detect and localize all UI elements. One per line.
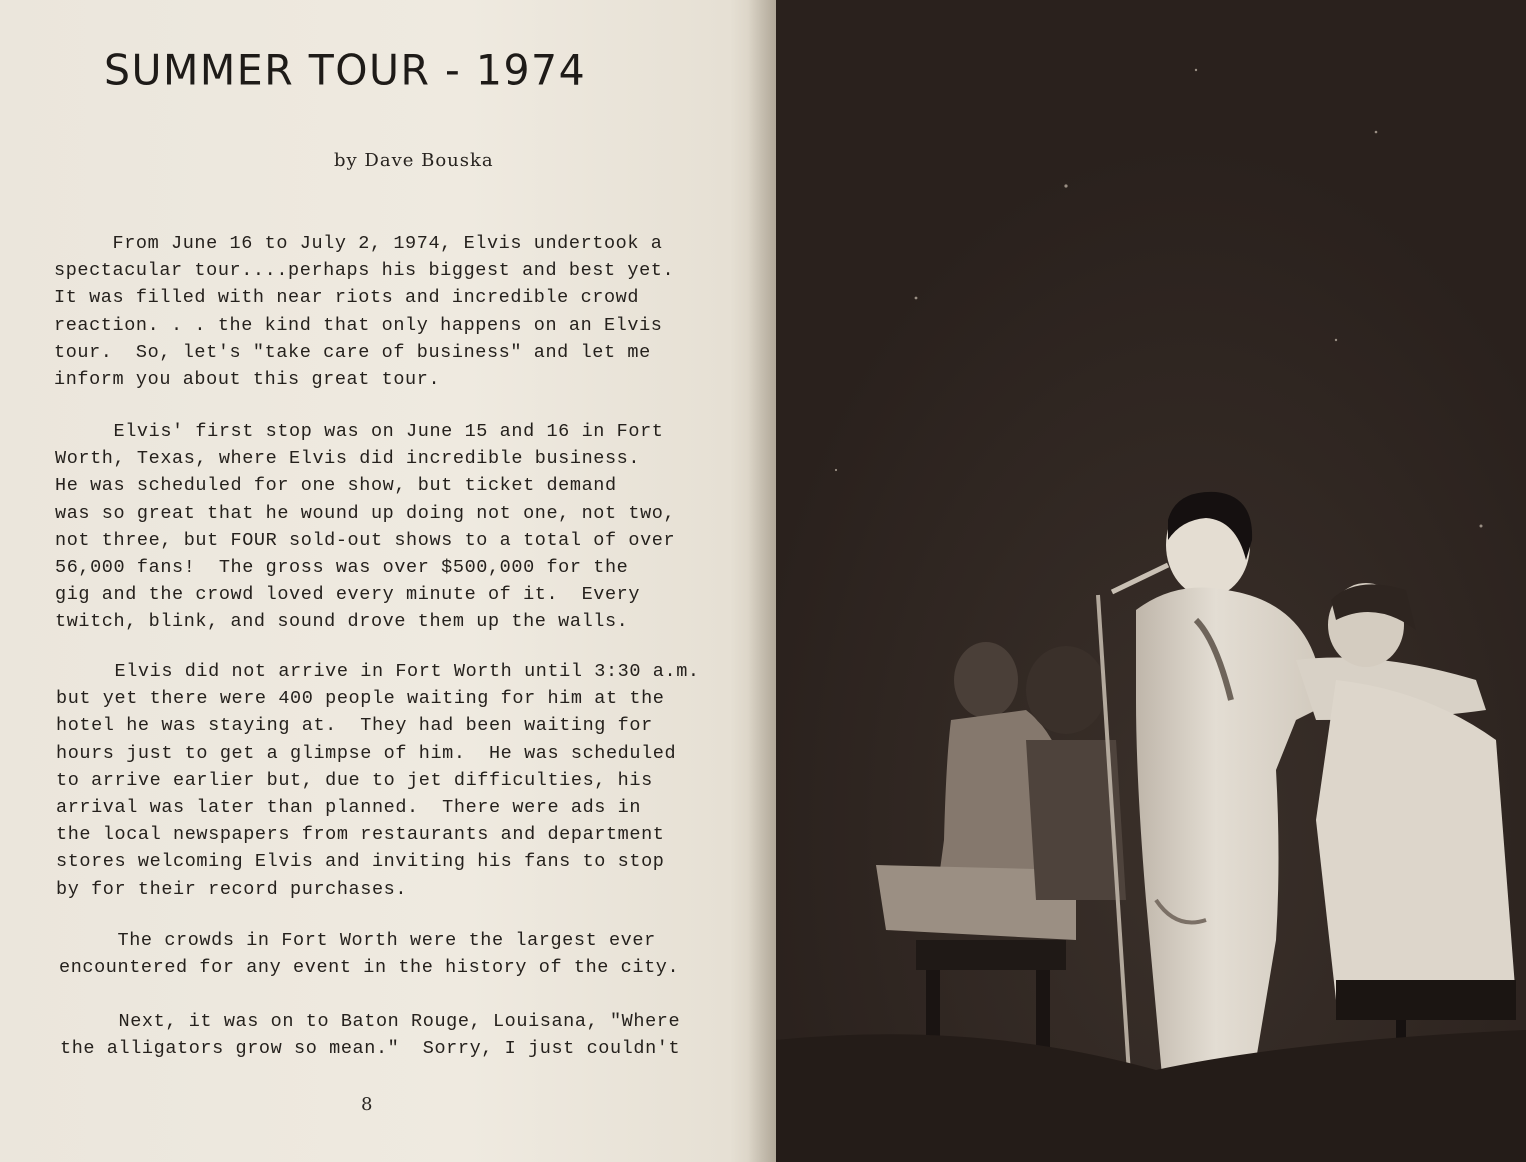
photo-page <box>776 0 1526 1162</box>
paragraph-3: Elvis did not arrive in Fort Worth until 3:30 a.m. but yet there were 400 people waiting for him at the hotel he was staying at. They had been waiting for hours just to get a glimpse of him. He was scheduled to arrive earlier but, due to jet difficulties, his arrival was later than planned. There were ads in the local newspapers from restaurants and department stores welcoming Elvis and inviting his fans to stop by for their record purchases. <box>56 661 700 900</box>
paragraph-5: Next, it was on to Baton Rouge, Louisana, "Where the alligators grow so mean." Sorry, I just couldn't <box>60 1011 681 1060</box>
page-number: 8 <box>361 1094 373 1115</box>
article-title: SUMMER TOUR - 1974 <box>104 45 587 95</box>
paragraph-4: The crowds in Fort Worth were the largest ever encountered for any event in the history of the city. <box>59 930 680 979</box>
gutter-shadow <box>748 0 776 1162</box>
concert-photo <box>776 0 1526 1162</box>
paragraph-1: From June 16 to July 2, 1974, Elvis undertook a spectacular tour....perhaps his biggest and best yet. It was filled with near riots and incredible crowd reaction. . . the kind that only happens on an Elvis tour. So, let's "take care of business" and let me inform you about this great tour. <box>54 233 675 391</box>
article-byline: by Dave Bouska <box>334 150 494 171</box>
paragraph-2: Elvis' first stop was on June 15 and 16 in Fort Worth, Texas, where Elvis did incredible business. He was scheduled for one show, but ticket demand was so great that he wound up doing not one, not two, not three, but FOUR sold-out shows to a total of over 56,000 fans! The gross was over $500,000 for the gig and the crowd loved every minute of it. Every twitch, blink, and sound drove them up the walls. <box>55 421 676 633</box>
